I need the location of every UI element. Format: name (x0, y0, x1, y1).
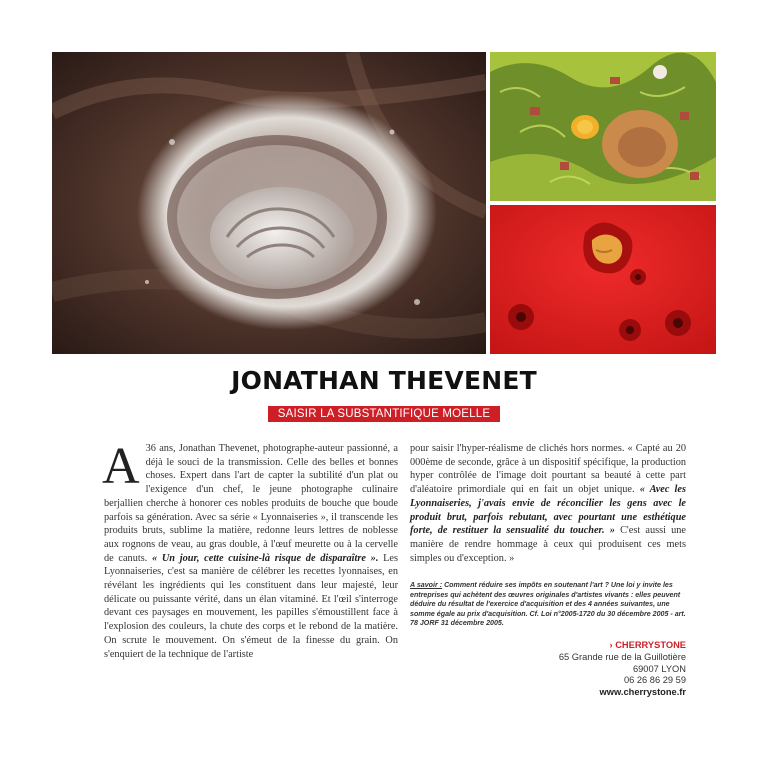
note-text: Comment réduire ses impôts en soutenant l'art ? Une loi y invite les entreprises qui achètent des œuvres originales d'artistes vivants : elles peuvent déduire du résultat de l'exercice d'acquisition et des 4 années suivantes, une somme égale au prix d'acquisition. Cf. Loi n°2005-1720 du 30 décembre 2005 - art. 78 JORF 31 décembre 2005. (410, 581, 686, 627)
main-photo (52, 52, 486, 354)
right-column (410, 442, 686, 698)
subtitle-banner (0, 404, 768, 422)
left-column (102, 438, 398, 661)
article-subtitle: SAISIR LA SUBSTANTIFIQUE MOELLE (268, 406, 500, 422)
pull-quote-2: « Avec les Lyonnaiseries, j'avais envie de réconcilier les gens avec le produit brut, parfois rebutant, avec pourtant une esthétique forte, de restituer la sensualité du toucher. » (410, 484, 686, 537)
drop-cap: A (102, 438, 140, 495)
body-text-1: Les Lyonnaiseries, c'est sa manière de célébrer les recettes lyonnaises, en révélant les ingrédients qui les constituent dans leur majesté, leur délicate ou puissante vérité, dans un élan vitaminé. Et l'œil s'interroge devant ces paysages en mouvement, les papilles s'émoustillent face à l'explosion des couleurs, la chute des corps et le rebond de la matière. On scrute le mouvement. On s'émeut de la finesse du grain. On s'enquiert de la technique de l'artiste (104, 552, 398, 660)
tax-note (410, 581, 686, 628)
intro-paragraph (102, 438, 398, 661)
salad-photo (490, 52, 716, 201)
red-photo (490, 205, 716, 354)
pull-quote-1: « Un jour, cette cuisine-là risque de disparaître ». (152, 552, 379, 564)
gallery-info (410, 640, 686, 698)
body-text-3: C'est aussi une manière de rendre hommage à ceux qui produisent ces mets simples ou d'exception. » (410, 525, 687, 564)
body-paragraph-2 (410, 442, 686, 565)
gallery-website-link[interactable]: www.cherrystone.fr (599, 686, 686, 697)
gallery-address: 65 Grande rue de la Guillotière (558, 651, 686, 662)
arrow-icon: › (609, 640, 613, 651)
intro-text: 36 ans, Jonathan Thevenet, photographe-auteur passionné, a déjà le souci de la transmission. Celle des belles et bonnes choses. Expert dans l'art de capter la subtilité d'un plat ou l'exigence d'un chef, le jeune photographe culinaire berjallien cherche à honorer ces nobles produits de bouche que boude parfois sa génération. Avec sa série « Lyonnaiseries », il transcende les produits bruts, sublime la matière, redonne leurs lettres de noblesse aux rognons de veau, au gras double, à l'œuf meurette ou à la cervelle de canuts. (104, 443, 398, 564)
body-text-2: pour saisir l'hyper-réalisme de clichés hors normes. « Capté au 20 000ème de seconde, grâce à un dispositif spécifique, la production hyper contrôlée de l'image doit pourtant sa beauté à cette part d'aléatoire primordiale qui en fait un objet unique. (410, 443, 686, 496)
gallery-phone: 06 26 86 29 59 (623, 675, 686, 686)
note-lead: A savoir : (410, 581, 443, 590)
article-title: JONATHAN THEVENET (231, 366, 537, 395)
gallery-name: CHERRYSTONE (615, 640, 686, 651)
gallery-city: 69007 LYON (632, 663, 686, 674)
